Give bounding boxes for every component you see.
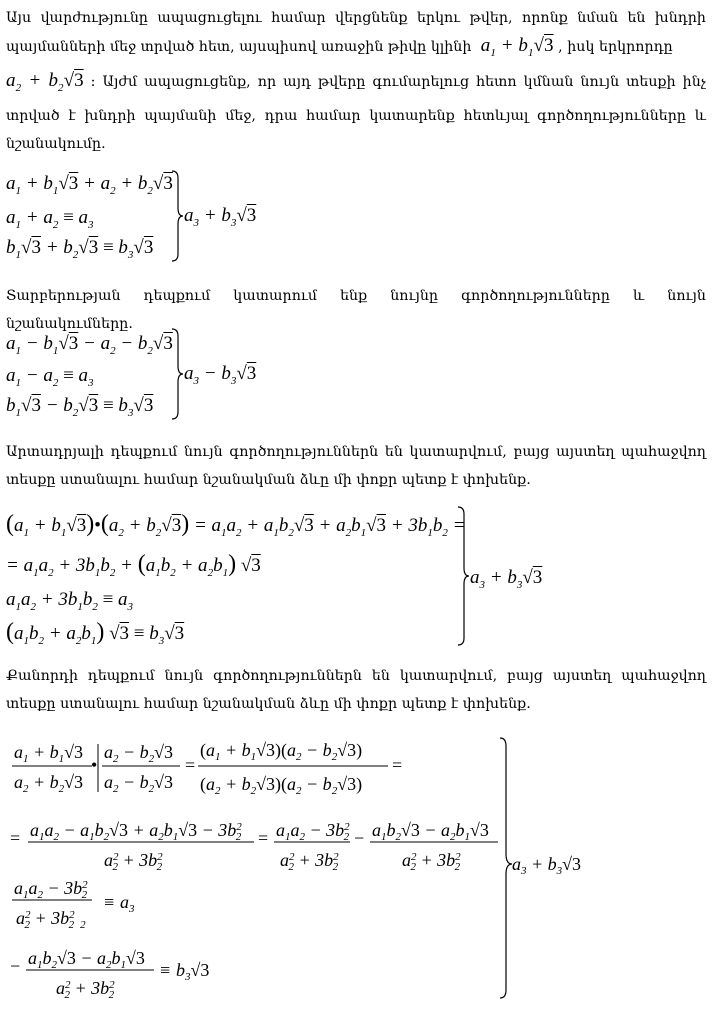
product-line-2: = $a_1a_2 + 3b_1b_2 + (a_1b_2 + a_2b_1)$ √3 — [6, 551, 261, 579]
sum-line-1: $a_1 + b_1√3 + a_2 + b_2√3$ — [6, 173, 173, 197]
product-line-3: $a_1a_2 + 3b_1b_2 \equiv a_3$ — [6, 589, 134, 613]
svg-text:a3: $a_3$ — [120, 892, 135, 915]
sum-result: $a_3 + b_3√3$ — [184, 205, 257, 229]
svg-text:a22 + 3b22: $a^2$ $2 + 3b^2$ 2 — [56, 978, 115, 1001]
difference-brace-icon — [170, 328, 184, 420]
svg-text:a1 + b1√3: $a_1 + b_1√3$ — [14, 742, 84, 765]
svg-text:=: = — [185, 755, 196, 775]
svg-text:•: • — [91, 755, 98, 775]
product-line-4: $(a_1b_2 + a_2b_1) √3 \equiv b_3√3$ — [6, 619, 185, 647]
svg-text:a1a2 − a1b2√3 + a2b1√3 − 3b22: $a_1a_2 - a_1b_2√3 + a_2b_1√3 - 3b^2$ 2 — [30, 820, 242, 843]
quotient-line-3 — [12, 878, 135, 931]
svg-text:−: − — [10, 956, 21, 976]
quotient-text: Քանորդի դեպքում նույն գործողություններն են կատարվում, բայց այստեղ պահաջվող տեսքը ստանալու համար նշանակման ձևը մի փոքր պետք է փոխենք. — [6, 668, 706, 712]
quotient-line-2 — [10, 820, 498, 873]
svg-text:a1a2 − 3b22: $a_1a_2 - 3b^2$ 2 — [276, 820, 350, 843]
quotient-line-1 — [12, 740, 402, 797]
intro-text-c: : Այժմ ապացուցենք, որ այդ թվերը գումարելուց հետո կմնան նույն տեսքի ինչ տրված է խնդրի պայմանի մեջ, դրա համար կատարենք հետևյալ գործողությունները և նշանակումը. — [6, 73, 706, 152]
second-number-formula: $a_2 + b_2√3$ — [6, 69, 84, 94]
paragraph-difference — [6, 282, 706, 338]
paragraph-product — [6, 438, 706, 494]
svg-text:a2 − b2√3: $a_2 - b_2√3$ — [104, 772, 174, 795]
sum-brace-icon — [170, 170, 184, 262]
product-brace-icon — [456, 506, 470, 646]
diff-line-1: $a_1 - b_1√3 - a_2 - b_2√3$ — [6, 333, 173, 357]
quotient-block — [0, 730, 714, 1014]
difference-text: Տարբերության դեպքում կատարում ենք նույնը գործողությունները և նույն նշանակումները. — [6, 288, 706, 332]
product-text: Արտադրյալի դեպքում նույն գործողություններն են կատարվում, բայց այստեղ պահաջվող տեսքը ստանալու համար նշանակման ձևը մի փոքր պետք է փոխենք. — [6, 444, 706, 488]
svg-text:=: = — [10, 828, 21, 848]
sum-line-3: $b_1√3 + b_2√3 \equiv b_3√3$ — [6, 237, 154, 261]
intro-text-a: Այս վարժությունը ապացուցելու համար վերցնենք երկու թվեր, որոնք նման են խնդրի պայմանների մեջ տրված հետ, այսպիսով առաջին թիվը կլինի — [6, 10, 706, 55]
svg-text:a1a2 − 3b22: $a_1a_2 - 3b^2$ 2 — [14, 878, 88, 901]
svg-text:a1b2√3 − a2b1√3: $a_1b_2√3 - a_2b_1√3$ — [372, 820, 489, 843]
svg-text:(a1 + b1√3)(a2 − b2√3): $(a_1 + b_1√3)(a_2 - b_2√3)$ — [200, 740, 363, 763]
svg-text:=: = — [258, 828, 269, 848]
diff-line-2: $a_1 - a_2 \equiv a_3$ — [6, 365, 94, 389]
sum-line-2: $a_1 + a_2 \equiv a_3$ — [6, 207, 94, 231]
svg-text:b3√3: $b_3√3$ — [176, 960, 210, 983]
svg-text:a22 + 3b22: $a^2$ $2 + 3b^2$ 2 — [104, 850, 163, 873]
quotient-line-4 — [10, 948, 209, 1001]
diff-line-3: $b_1√3 - b_2√3 \equiv b_3√3$ — [6, 395, 154, 419]
intro-text-b: , իսկ երկրորդը — [558, 39, 673, 55]
svg-text:−: − — [354, 828, 365, 848]
quotient-result: $a_3 + b_3√3$ — [512, 854, 582, 877]
svg-text:a22 + 3b222: $a^2$ $2 + 3b^2$ 2 2 — [16, 908, 86, 931]
svg-text:≡: ≡ — [104, 892, 115, 912]
product-line-1: ($a_1$ + $b_1√3)•(a_2 + b_2√3) = a_1a_2 + a_1b_2√3 + a_2b_1√3 + 3b_1b_2$ = — [6, 511, 466, 539]
svg-text:(a2 + b2√3)(a2 − b2√3): $(a_2 + b_2√3)(a_2 - b_2√3)$ — [200, 774, 363, 797]
first-number-formula: $a_1 + b_1√3$ — [475, 35, 554, 59]
svg-text:a2 − b2√3: $a_2 - b_2√3$ — [104, 742, 174, 765]
svg-text:≡: ≡ — [160, 960, 171, 980]
svg-text:a1b2√3 − a2b1√3: $a_1b_2√3 - a_2b_1√3$ — [28, 948, 145, 971]
svg-text:a22 + 3b22: $a^2$ $2 + 3b^2$ 2 — [402, 850, 461, 873]
svg-text:a2 + b2√3: $a_2 + b_2√3$ — [14, 772, 84, 795]
svg-text:a22 + 3b22: $a^2$ $2 + 3b^2$ 2 — [280, 850, 339, 873]
svg-text:=: = — [392, 755, 403, 775]
quotient-brace-icon — [500, 738, 512, 998]
difference-result: $a_3 - b_3√3$ — [184, 363, 257, 387]
paragraph-quotient — [6, 662, 706, 718]
product-result: $a_3 + b_3√3$ — [470, 567, 543, 591]
paragraph-intro — [6, 4, 706, 158]
